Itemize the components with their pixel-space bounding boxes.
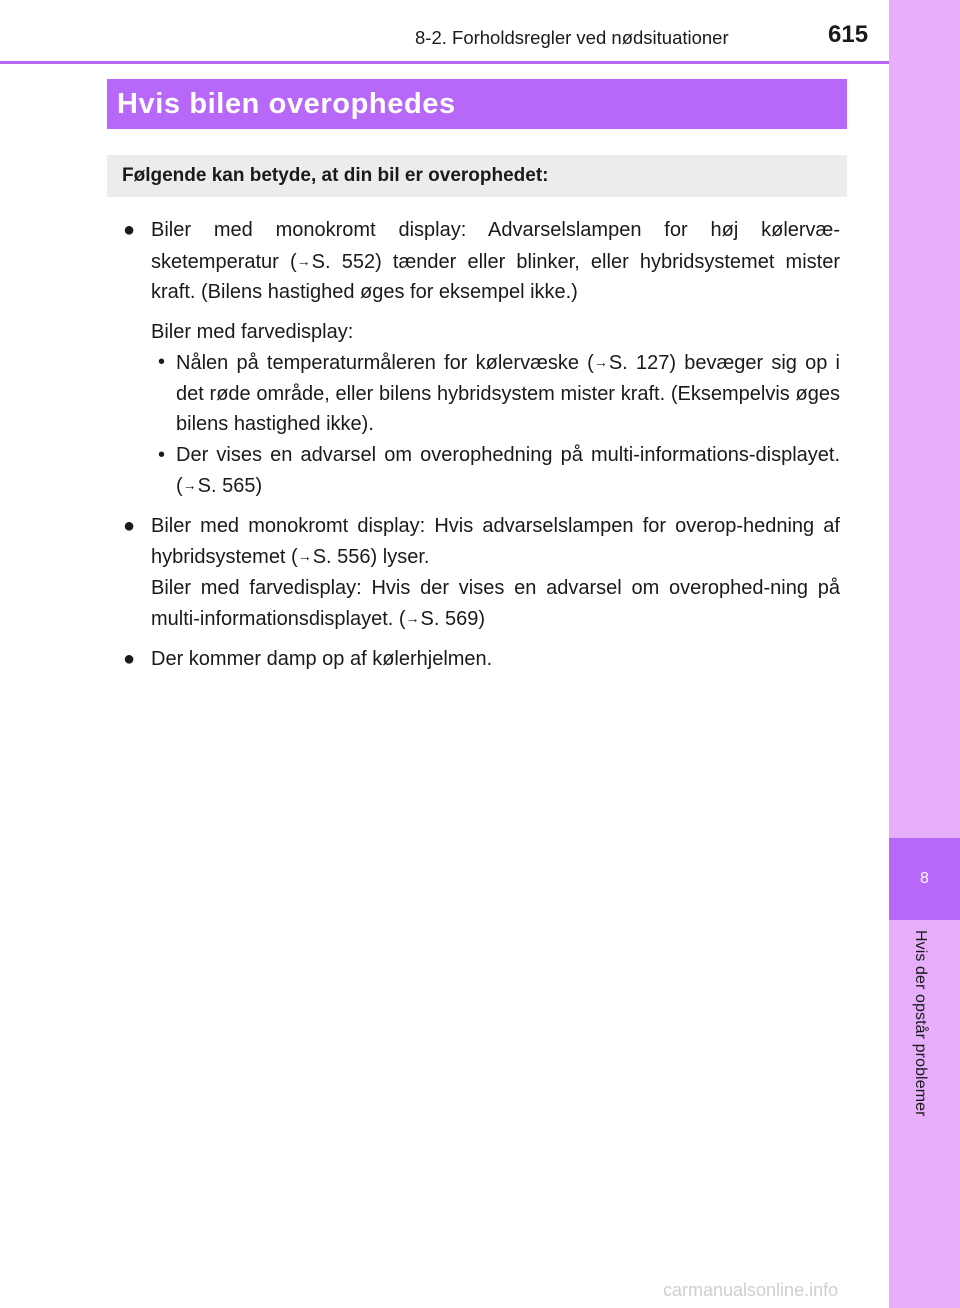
page-reference[interactable]: S. 127 <box>608 352 670 374</box>
page-reference[interactable]: S. 552 <box>311 250 376 273</box>
arrow-icon: → <box>296 252 311 269</box>
arrow-icon: → <box>297 548 312 564</box>
chapter-title-vertical: Hvis der opstår problemer <box>912 930 929 1117</box>
page-reference[interactable]: S. 565 <box>197 475 256 497</box>
sub-list-item: • Der vises en advarsel om overophedning på multi-informations-displayet. (→S. 565) <box>123 440 840 502</box>
page-reference[interactable]: S. 556 <box>312 546 371 568</box>
intro-box <box>107 155 847 197</box>
list-item: ● Der kommer damp op af kølerhjelmen. <box>123 644 840 675</box>
chapter-number-tab[interactable]: 8 <box>889 838 960 920</box>
watermark: carmanualsonline.info <box>663 1280 839 1300</box>
page-title-bar <box>107 79 847 129</box>
list-item: ● Biler med monokromt display: Hvis advarselslampen for overop-hedning af hybridsystemet (→S. 556) lyser. <box>123 511 840 573</box>
header-divider <box>0 61 889 64</box>
page-reference[interactable]: S. 569 <box>420 608 479 630</box>
arrow-icon: → <box>405 610 420 626</box>
list-item: ● Biler med monokromt display: Advarselslampen for høj kølervæ-sketemperatur (→S. 552) tænder eller blinker, eller hybridsystemet mister kraft. (Bilens hastighed øges for eksempel ikke.) <box>123 215 840 308</box>
sub-list-item: • Nålen på temperaturmåleren for kølervæske (→S. 127) bevæger sig op i det røde område, eller bilens hybridsystem mister kraft. (Eksempelvis øges bilens hastighed ikke). <box>123 347 840 440</box>
section-header: 8-2. Forholdsregler ved nødsituationer <box>415 27 729 48</box>
content-body <box>123 215 840 674</box>
list-item-paragraph: Biler med farvedisplay: Hvis der vises en advarsel om overophed-ning på multi-informationsdisplayet. (→S. 569) <box>151 576 840 630</box>
arrow-icon: → <box>593 354 608 370</box>
page-title: Hvis bilen overophedes <box>117 87 456 120</box>
arrow-icon: → <box>182 477 197 493</box>
intro-text: Følgende kan betyde, at din bil er overophedet: <box>122 165 549 186</box>
page-number: 615 <box>828 21 869 48</box>
sub-heading: Biler med farvedisplay: <box>151 320 354 343</box>
